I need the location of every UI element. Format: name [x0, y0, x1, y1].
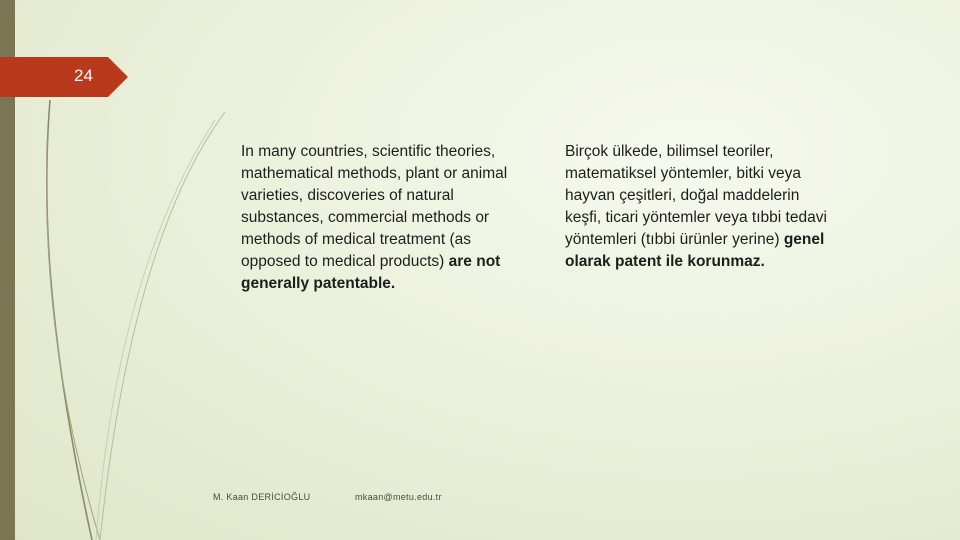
english-paragraph: [241, 141, 531, 295]
turkish-paragraph: [565, 141, 835, 273]
turkish-text-bold: genel olarak patent ile korunmaz.: [565, 231, 825, 270]
english-text-bold: are not generally patentable.: [241, 253, 501, 292]
english-text: In many countries, scientific theories, mathematical methods, plant or animal varieties, discoveries of natural substances, commercial methods or methods of medical treatment (as opposed to medical products): [241, 143, 508, 270]
turkish-text: Birçok ülkede, bilimsel teoriler, matematiksel yöntemler, bitki veya hayvan çeşitleri, doğal maddelerin keşfi, ticari yöntemler veya tıbbi tedavi yöntemleri (tıbbi ürünler yerine): [565, 143, 827, 248]
page-number-tag: [0, 57, 128, 97]
page-number: 24: [74, 66, 93, 85]
footer-email: mkaan@metu.edu.tr: [355, 492, 442, 502]
footer-author: M. Kaan DERİCİOĞLU: [213, 492, 311, 502]
